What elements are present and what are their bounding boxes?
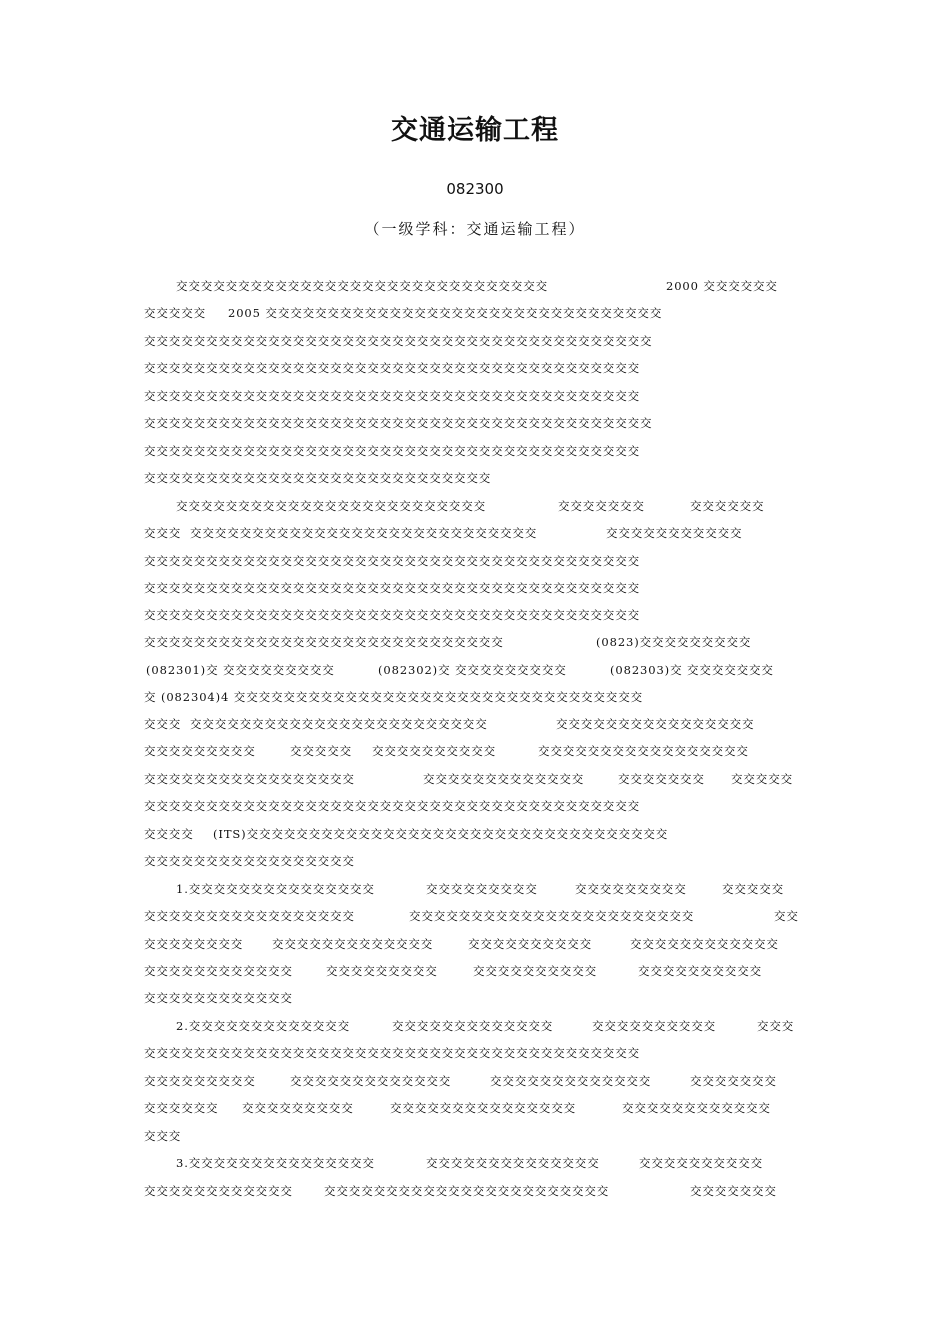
text-segment: 交交交交交交交交交交 bbox=[592, 1019, 716, 1033]
text-segment: (082301)交 交交交交交交交交交 bbox=[146, 663, 335, 677]
text-segment: 交交交交交交交 bbox=[558, 499, 645, 513]
text-segment: 交交交交交交交 bbox=[690, 1184, 777, 1198]
text-segment: 交交交交 bbox=[144, 827, 194, 841]
text-segment: 交交交交交交 bbox=[144, 1101, 219, 1115]
text-segment: 交交交交交交交交交交交交交交交交交交交交交交交 bbox=[409, 909, 695, 923]
discipline-subtitle: （一级学科：交通运输工程） bbox=[364, 220, 586, 238]
text-segment: 交交交交交交交交交交交交交交交交交交交交交交交交交交交交交交交交交交交交交交交交 bbox=[144, 1046, 640, 1060]
text-segment: 交交交交交交交交交交交交交交交交交交交交交交交交交交交交交交交交交交交交交交交交 bbox=[144, 799, 640, 813]
text-segment: 交交交交交交交交交交交交 bbox=[144, 991, 293, 1005]
discipline-code: 082300 bbox=[446, 180, 504, 198]
text-segment: 2000 交交交交交交 bbox=[666, 279, 778, 293]
text-segment: 交交交交交交交交交交交交交交交交交交交交交交交交交交交交交交交交交交交交交交交交 bbox=[144, 389, 640, 403]
text-segment: 交交 bbox=[774, 909, 799, 923]
text-segment: 交交交交交交 bbox=[690, 499, 765, 513]
document-title: 交通运输工程 bbox=[391, 115, 559, 146]
text-segment: 交交交交交交交交交交交交交 bbox=[272, 937, 434, 951]
text-segment: 交交交交交交交交交 bbox=[326, 964, 438, 978]
text-segment: 交交交交交 bbox=[731, 772, 793, 786]
text-segment: 3.交交交交交交交交交交交交交交交 bbox=[176, 1156, 375, 1170]
text-segment: 交交交交交交交交交交交交交交 bbox=[426, 1156, 600, 1170]
text-segment: 交交交交交交交交交交交 bbox=[606, 526, 743, 540]
text-segment: 交交交交交交交交交交 bbox=[473, 964, 597, 978]
text-segment: 交交交交交交交交交交交交交交交交交交交交交交交交交交交交 bbox=[144, 471, 492, 485]
text-segment: 交交交交交交交交交交交交交交交交交交交交交交交交 bbox=[190, 717, 488, 731]
text-segment: 交交交交交交交交交交交交交交交交交交交交交交交 bbox=[324, 1184, 610, 1198]
text-segment: 交交交交交交交交交交 bbox=[638, 964, 762, 978]
text-segment: 交交交交交交交交交交交交交交交交交交交交交交交交交交交交 bbox=[190, 526, 538, 540]
text-segment: 交交交交交交交交交交交交交交交交交交交交交交交交交交交交交交交交交交交交交交交交 bbox=[144, 608, 640, 622]
text-segment: 交交交交交交交交交交交交交交交 bbox=[390, 1101, 576, 1115]
text-segment: 交交交交交交交交交 bbox=[242, 1101, 354, 1115]
text-segment: 交 (082304)4 交交交交交交交交交交交交交交交交交交交交交交交交交交交交交交交交交 bbox=[144, 690, 643, 704]
text-segment: 交交交交交交交交交交交交 bbox=[630, 937, 779, 951]
text-segment: 交交交交交交交交交交交交交交交交交交交交交交交交交交交交交 bbox=[144, 635, 504, 649]
text-segment: 交交交交交交交交交 bbox=[144, 744, 256, 758]
text-segment: 交交交交交交交交交交交交交 bbox=[392, 1019, 554, 1033]
text-segment: 2005 交交交交交交交交交交交交交交交交交交交交交交交交交交交交交交交交 bbox=[228, 306, 663, 320]
text-segment: 交交交交交交交交交交 bbox=[372, 744, 496, 758]
text-segment: 交交交交交交交交交交交交 bbox=[144, 1184, 293, 1198]
text-segment: (ITS)交交交交交交交交交交交交交交交交交交交交交交交交交交交交交交交交交交 bbox=[213, 827, 669, 841]
text-segment: 交交交交交交交交交交交交交交交交交交交交交交交交交交交交交交交交交交交交交交交交 bbox=[144, 361, 640, 375]
text-segment: 交交交交交交交交 bbox=[144, 937, 244, 951]
text-segment: (0823)交交交交交交交交交 bbox=[596, 635, 752, 649]
text-segment: 交交交交交交交 bbox=[690, 1074, 777, 1088]
text-segment: 1.交交交交交交交交交交交交交交交 bbox=[176, 882, 375, 896]
text-segment: 交交交交交交交交交交交交交交交交交交交交交交交交交交交交交交交交交交交交交交交交交 bbox=[144, 334, 653, 348]
text-segment: (082303)交 交交交交交交交 bbox=[610, 663, 774, 677]
text-segment: 交交交交交交交交交交交交 bbox=[144, 964, 293, 978]
text-segment: 交交交交交交交交交 bbox=[144, 1074, 256, 1088]
text-segment: 交交交 bbox=[144, 1129, 182, 1143]
text-segment: 交交交交交交交交交交交交交交交交 bbox=[556, 717, 755, 731]
text-segment: 交交交交交 bbox=[722, 882, 784, 896]
text-segment: 交交交交交 bbox=[290, 744, 352, 758]
text-segment: 交交交交交交交交交 bbox=[426, 882, 538, 896]
text-segment: 交交交交交交交交交交交交 bbox=[622, 1101, 771, 1115]
text-segment: 交交交交交交交 bbox=[618, 772, 705, 786]
text-segment: 交交交 bbox=[757, 1019, 795, 1033]
text-segment: 2.交交交交交交交交交交交交交 bbox=[176, 1019, 350, 1033]
text-segment: 交交交交交交交交交 bbox=[575, 882, 687, 896]
text-segment: (082302)交 交交交交交交交交交 bbox=[378, 663, 567, 677]
text-segment: 交交交交交交交交交交交交交交交交交交交交交交交交交交交交交交交交交交交交交交交交 bbox=[144, 444, 640, 458]
text-segment: 交交交交交交交交交交交交交 bbox=[290, 1074, 452, 1088]
text-segment: 交交交交交交交交交交交交交交交交交交交交交交交交交交交交交交交交交交交交交交交交交 bbox=[144, 416, 653, 430]
text-segment: 交交交交交交交交交交交交交交交交交交交交交交交交交交交交交交交交交交交交交交交交 bbox=[144, 554, 640, 568]
text-segment: 交交交交交交交交交交交交交交交交交 bbox=[144, 772, 355, 786]
text-segment: 交交交交交交交交交交 bbox=[639, 1156, 763, 1170]
text-segment: 交交交交交交交交交交交交交 bbox=[423, 772, 585, 786]
text-segment: 交交交 bbox=[144, 717, 182, 731]
text-segment: 交交交交交交交交交交交交交交交交交交交交交交交交交 bbox=[176, 499, 486, 513]
text-segment: 交交交交交交交交交交交交交 bbox=[490, 1074, 652, 1088]
text-segment: 交交交交交交交交交交交交交交交交交 bbox=[538, 744, 749, 758]
text-segment: 交交交交交交交交交交交交交交交交交交交交交交交交交交交交交交交交交交交交交交交交 bbox=[144, 581, 640, 595]
text-segment: 交交交交交交交交交交交交交交交交交交交交交交交交交交交交交交 bbox=[176, 279, 548, 293]
text-segment: 交交交交交交交交交交交交交交交交交 bbox=[144, 909, 355, 923]
text-segment: 交交交交交交交交交交交交交交交交交 bbox=[144, 854, 355, 868]
text-segment: 交交交 bbox=[144, 526, 182, 540]
text-segment: 交交交交交 bbox=[144, 306, 206, 320]
text-segment: 交交交交交交交交交交 bbox=[468, 937, 592, 951]
